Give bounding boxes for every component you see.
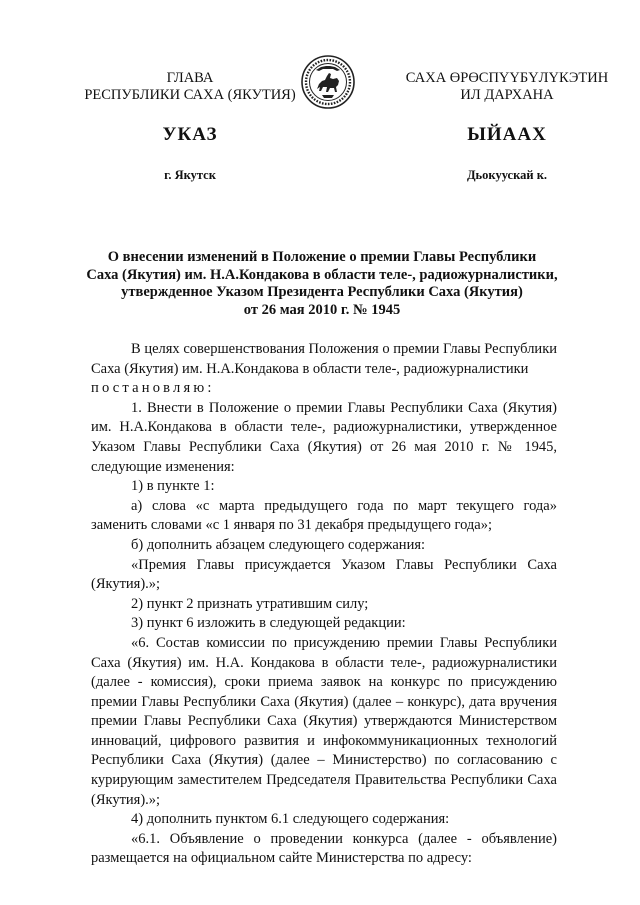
title-line-2: Саха (Якутия) им. Н.А.Кондакова в области теле-, радиожурналистики, xyxy=(86,266,558,283)
decree-word: постановляю: xyxy=(91,380,215,397)
paragraph-item-1: 1. Внести в Положение о премии Главы Республики Саха (Якутия) им. Н.А.Кондакова в области теле-, радиожурналистики, утвержденное Указом Главы Республики Саха (Якутия) от 26 мая 2010 г. № 1945, следующие изменения: xyxy=(91,399,557,475)
paragraph-intro xyxy=(91,340,557,379)
header-right-line1: САХА ӨРӨСПҮҮБҮЛҮКЭТИН xyxy=(405,70,609,86)
paragraph-sub-3: 3) пункт 6 изложить в следующей редакции: xyxy=(131,615,406,632)
paragraph-sub-2: 2) пункт 2 признать утратившим силу; xyxy=(131,595,369,612)
title-line-3: утвержденное Указом Президента Республики Саха (Якутия) xyxy=(121,284,523,300)
paragraph-sub-3-quote: «6. Состав комиссии по присуждению премии Главы Республики Саха (Якутия) им. Н.А. Кондакова в области теле-, радиожурналистики (далее - комиссия), сроки приема заявок на конкурс по присуждению премии Главы Республики Саха (Якутия) (далее – конкурс), дата вручения премии Главы Республики Саха (Якутия) утверждаются Министерством инноваций, цифрового развития и инфокоммуникационных технологий Республики Саха (Якутия) (далее – Министерство) по согласованию с курирующим заместителем Председателя Правительства Республики Саха (Якутия).»; xyxy=(91,634,557,808)
header-right-line2: ИЛ ДАРХАНА xyxy=(460,87,554,103)
header-left xyxy=(60,70,320,104)
title-line-4: от 26 мая 2010 г. № 1945 xyxy=(243,301,401,318)
document-body xyxy=(91,340,557,869)
paragraph-sub-4-quote: «6.1. Объявление о проведении конкурса (далее - объявление) размещается на официальном сайте Министерства по адресу: xyxy=(91,830,557,867)
header-left-line2: РЕСПУБЛИКИ САХА (ЯКУТИЯ) xyxy=(84,87,296,103)
title-line-1: О внесении изменений в Положение о премии Главы Республики xyxy=(107,249,537,265)
paragraph-sub-1: 1) в пункте 1: xyxy=(131,478,215,495)
city-label-sakha: Дьокуускай к. xyxy=(466,168,548,182)
document-title xyxy=(78,249,566,319)
intro-text: В целях совершенствования Положения о премии Главы Республики Саха (Якутия) им. Н.А.Кондакова в области теле-, радиожурналистики xyxy=(91,341,557,377)
header-right xyxy=(378,70,636,104)
decree-label-sakha: ЫЙААХ xyxy=(467,124,547,145)
paragraph-sub-1b-quote: «Премия Главы присуждается Указом Главы Республики Саха (Якутия).»; xyxy=(91,556,557,593)
coat-of-arms-yakutia-icon xyxy=(300,54,356,110)
paragraph-sub-4: 4) дополнить пунктом 6.1 следующего содержания: xyxy=(131,811,450,828)
paragraph-sub-1a: а) слова «с марта предыдущего года по март текущего года» заменить словами «с 1 января по 31 декабря предыдущего года»; xyxy=(91,497,557,534)
city-label-ru: г. Якутск xyxy=(164,168,216,182)
paragraph-sub-1b: б) дополнить абзацем следующего содержания: xyxy=(131,536,426,553)
header-left-line1: ГЛАВА xyxy=(166,70,214,86)
paragraph-decree-word xyxy=(91,379,557,399)
decree-label-ru: УКАЗ xyxy=(162,124,218,145)
